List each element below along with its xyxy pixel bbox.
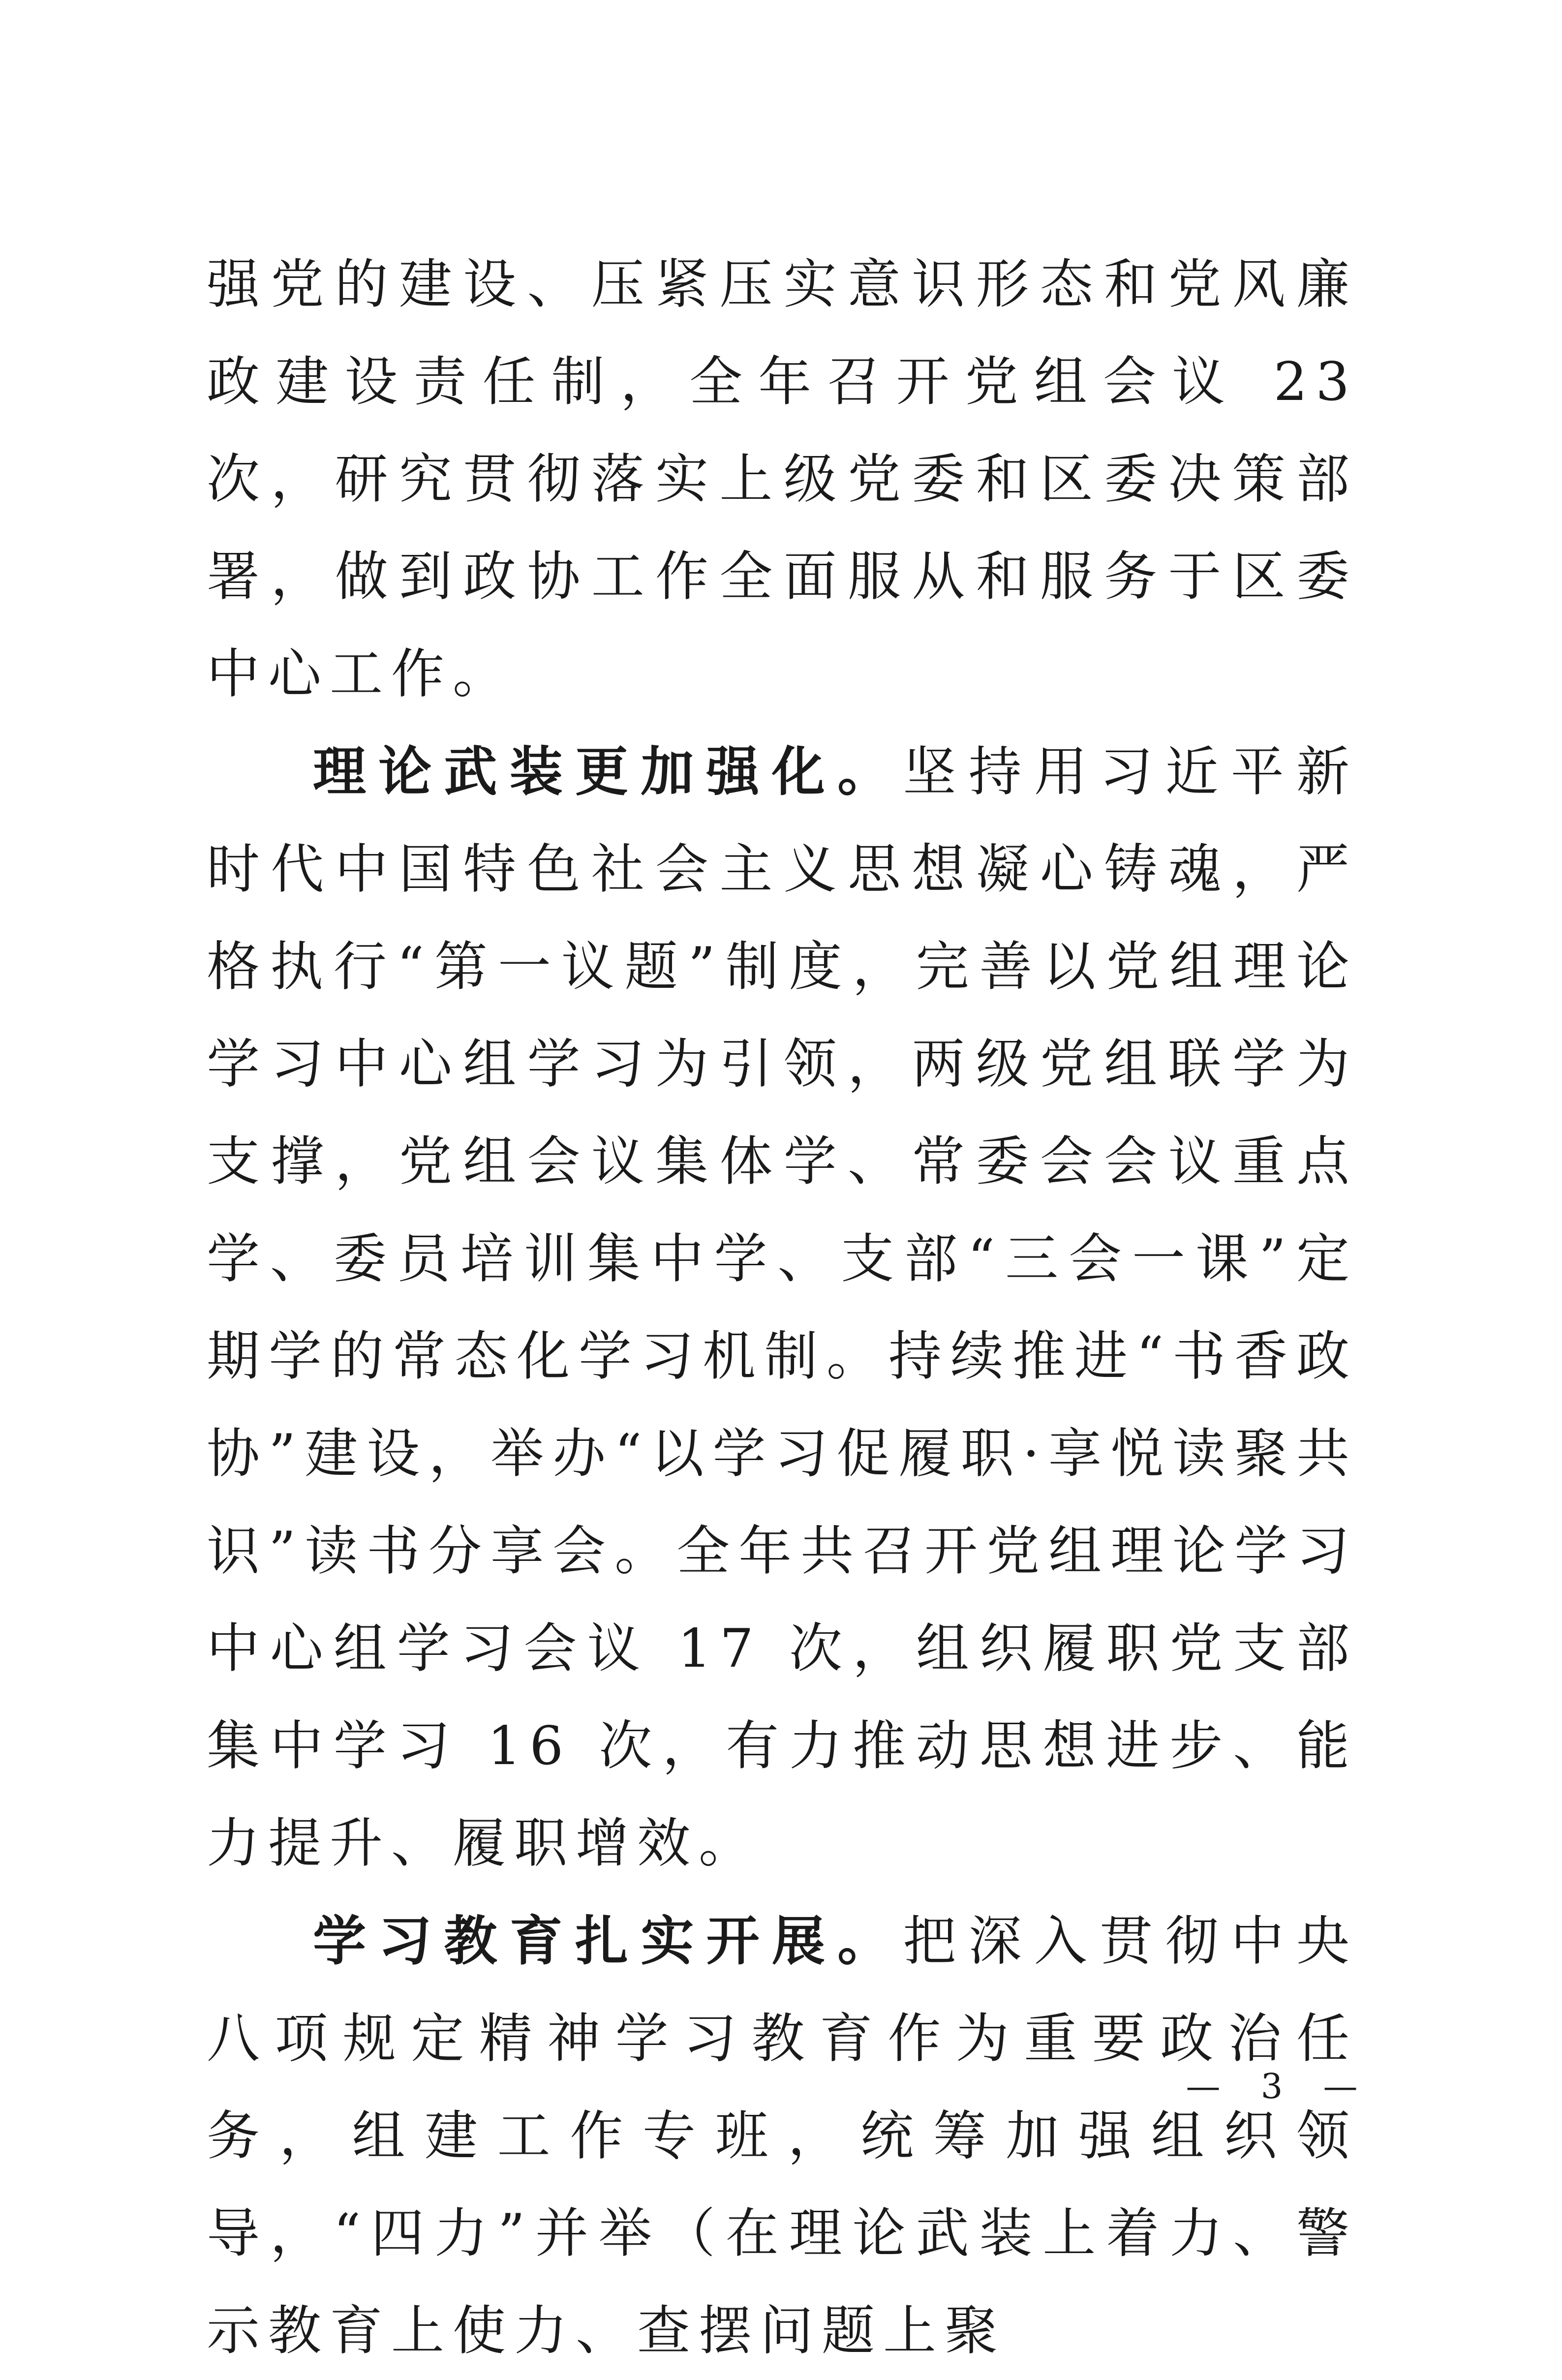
- paragraph-2: [207, 723, 1358, 1892]
- paragraph-2-heading: 理论武装更加强化。: [313, 741, 903, 803]
- paragraph-1: [207, 236, 1358, 723]
- paragraph-3-text: 把深入贯彻中央八项规定精神学习教育作为重要政治任务，组建工作专班，统筹加强组织领导，“四力”并举（在理论武装上着力、警示教育上使力、查摆问题上聚: [207, 1911, 1358, 2362]
- paragraph-2-text: 坚持用习近平新时代中国特色社会主义思想凝心铸魂，严格执行“第一议题”制度，完善以党组理论学习中心组学习为引领，两级党组联学为支撑，党组会议集体学、常委会会议重点学、委员培训集中学、支部“三会一课”定期学的常态化学习机制。持续推进“书香政协”建设，举办“以学习促履职·享悦读聚共识”读书分享会。全年共召开党组理论学习中心组学习会议 17 次，组织履职党支部集中学习 16 次，有力推动思想进步、能力提升、履职增效。: [207, 741, 1358, 1874]
- paragraph-3: [207, 1892, 1358, 2380]
- paragraph-1-text: 强党的建设、压紧压实意识形态和党风廉政建设责任制，全年召开党组会议 23 次，研究贯彻落实上级党委和区委决策部署，做到政协工作全面服从和服务于区委中心工作。: [207, 254, 1358, 705]
- document-body: [207, 236, 1358, 2380]
- page-number: — 3 —: [1186, 2066, 1373, 2106]
- paragraph-3-heading: 学习教育扎实开展。: [313, 1910, 903, 1972]
